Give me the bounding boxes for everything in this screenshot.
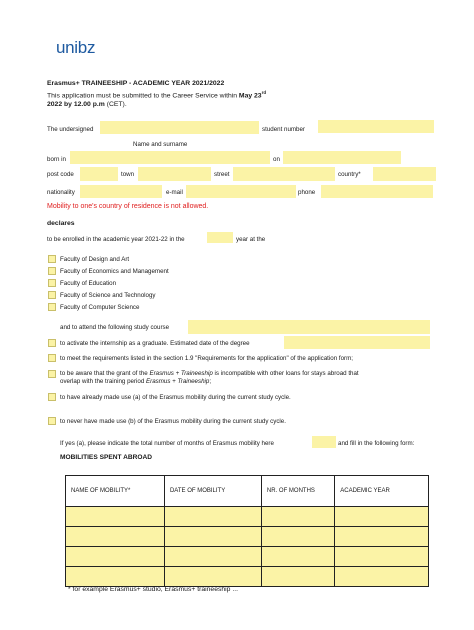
aware-suffix: is incompatible with other loans for stays abroad that [214, 370, 359, 377]
mobility-year-cell[interactable] [335, 547, 429, 567]
enrolled-suffix: year at the [236, 236, 266, 243]
faculty-label: Faculty of Computer Science [60, 304, 140, 311]
mobility-date-cell[interactable] [164, 527, 261, 547]
intro-deadline-line2: 2022 by 12.00 p.m [47, 101, 105, 108]
internship-graduate-checkbox[interactable] [48, 339, 56, 347]
option-b-checkbox[interactable] [48, 417, 56, 425]
mobility-name-cell[interactable] [66, 527, 165, 547]
aware-line2-prefix: overlap with the training period [60, 378, 145, 385]
intro-line-2 [47, 101, 127, 108]
mobility-name-cell[interactable] [66, 507, 165, 527]
undersigned-label: The undersigned [47, 126, 94, 133]
faculty-education-checkbox[interactable] [48, 279, 56, 287]
student-number-label: student number [262, 126, 305, 133]
street-field[interactable] [233, 167, 335, 181]
mobility-warning: Mobility to one's country of residence is not allowed. [47, 203, 209, 210]
intro-prefix: This application must be submitted to the Career Service within [47, 92, 238, 100]
enrolled-prefix: to be enrolled in the academic year 2021-22 in the [47, 236, 185, 243]
mobilities-table [65, 475, 429, 587]
name-surname-field[interactable] [100, 121, 259, 134]
aware-checkbox[interactable] [48, 370, 56, 378]
street-label: street [214, 171, 230, 178]
post-code-field[interactable] [80, 167, 118, 181]
town-label: town [121, 171, 135, 178]
aware-line2-italic: Erasmus + Traineeship [146, 378, 210, 385]
mobility-date-cell[interactable] [164, 567, 261, 587]
column-header: NAME OF MOBILITY* [66, 476, 165, 507]
faculty-label: Faculty of Science and Technology [60, 292, 156, 299]
faculty-label: Faculty of Design and Art [60, 256, 130, 263]
aware-prefix: to be aware that the grant of the [60, 370, 148, 377]
column-header: DATE OF MOBILITY [164, 476, 261, 507]
mobility-months-cell[interactable] [261, 507, 334, 527]
phone-field[interactable] [321, 185, 433, 198]
intro-line-1 [47, 90, 266, 99]
mobility-months-cell[interactable] [261, 527, 334, 547]
town-field[interactable] [138, 167, 211, 181]
aware-line2-suffix: ; [209, 378, 212, 385]
option-a-checkbox[interactable] [48, 393, 56, 401]
phone-label: phone [298, 189, 316, 196]
student-number-field[interactable] [318, 120, 434, 133]
mobility-year-cell[interactable] [335, 527, 429, 547]
faculty-label: Faculty of Education [60, 280, 117, 287]
mobility-year-cell[interactable] [335, 567, 429, 587]
intro-deadline-sup: rd [261, 90, 267, 95]
mobility-date-cell[interactable] [164, 547, 261, 567]
mobility-name-cell[interactable] [66, 567, 165, 587]
mobility-months-cell[interactable] [261, 547, 334, 567]
nationality-field[interactable] [80, 185, 162, 198]
column-header: ACADEMIC YEAR [335, 476, 429, 507]
requirements-checkbox[interactable] [48, 354, 56, 362]
faculty-label: Faculty of Economics and Management [60, 268, 169, 275]
total-months-field[interactable] [312, 436, 336, 448]
option-b-label: to never have made use (b) of the Erasmus mobility during the current study cycle. [60, 418, 286, 425]
born-in-field[interactable] [70, 151, 270, 164]
country-label: country* [338, 171, 361, 178]
requirements-label: to meet the requirements listed in the section 1.9 "Requirements for the application" of the application form; [60, 355, 353, 362]
faculty-science-checkbox[interactable] [48, 291, 56, 299]
study-course-label: and to attend the following study course [60, 324, 170, 331]
name-surname-label: Name and surname [133, 141, 188, 148]
born-in-label: born in [47, 156, 66, 163]
faculty-economics-checkbox[interactable] [48, 267, 56, 275]
mobility-year-cell[interactable] [335, 507, 429, 527]
if-yes-suffix: and fill in the following form: [338, 440, 415, 447]
faculty-computer-science-checkbox[interactable] [48, 303, 56, 311]
declares-heading: declares [47, 220, 75, 227]
on-label: on [273, 156, 280, 163]
mobility-name-cell[interactable] [66, 547, 165, 567]
mobilities-footnote: * for example Erasmus+ studio, Erasmus+ traineeship ... [68, 586, 238, 593]
if-yes-prefix: If yes (a), please indicate the total number of months of Erasmus mobility here [60, 440, 274, 447]
mobility-months-cell[interactable] [261, 567, 334, 587]
email-label: e-mail [166, 189, 183, 196]
form-title: Erasmus+ TRAINEESHIP - ACADEMIC YEAR 2021/2022 [47, 80, 225, 87]
table-row [66, 507, 429, 527]
table-row [66, 547, 429, 567]
faculty-design-checkbox[interactable] [48, 255, 56, 263]
nationality-label: nationality [47, 189, 75, 196]
year-of-study-field[interactable] [207, 232, 233, 243]
study-course-field[interactable] [188, 320, 430, 334]
table-header-row [66, 476, 429, 507]
intro-suffix: (CET). [106, 101, 127, 108]
column-header: NR. OF MONTHS [261, 476, 334, 507]
aware-line-2 [60, 378, 211, 385]
post-code-label: post code [47, 171, 74, 178]
mobility-date-cell[interactable] [164, 507, 261, 527]
internship-graduate-label: to activate the internship as a graduate. Estimated date of the degree [60, 340, 250, 347]
aware-line-1 [60, 370, 359, 377]
table-row [66, 527, 429, 547]
intro-deadline-date: May 23 [238, 92, 262, 100]
country-field[interactable] [373, 167, 436, 181]
mobilities-heading: MOBILITIES SPENT ABROAD [60, 454, 153, 461]
email-field[interactable] [186, 185, 296, 198]
aware-italic: Erasmus + Traineeship [149, 370, 213, 377]
degree-date-field[interactable] [284, 336, 430, 349]
birth-date-field[interactable] [283, 151, 401, 164]
table-row [66, 567, 429, 587]
unibz-logo: unibz [56, 38, 96, 57]
option-a-label: to have already made use (a) of the Erasmus mobility during the current study cycle. [60, 394, 291, 401]
